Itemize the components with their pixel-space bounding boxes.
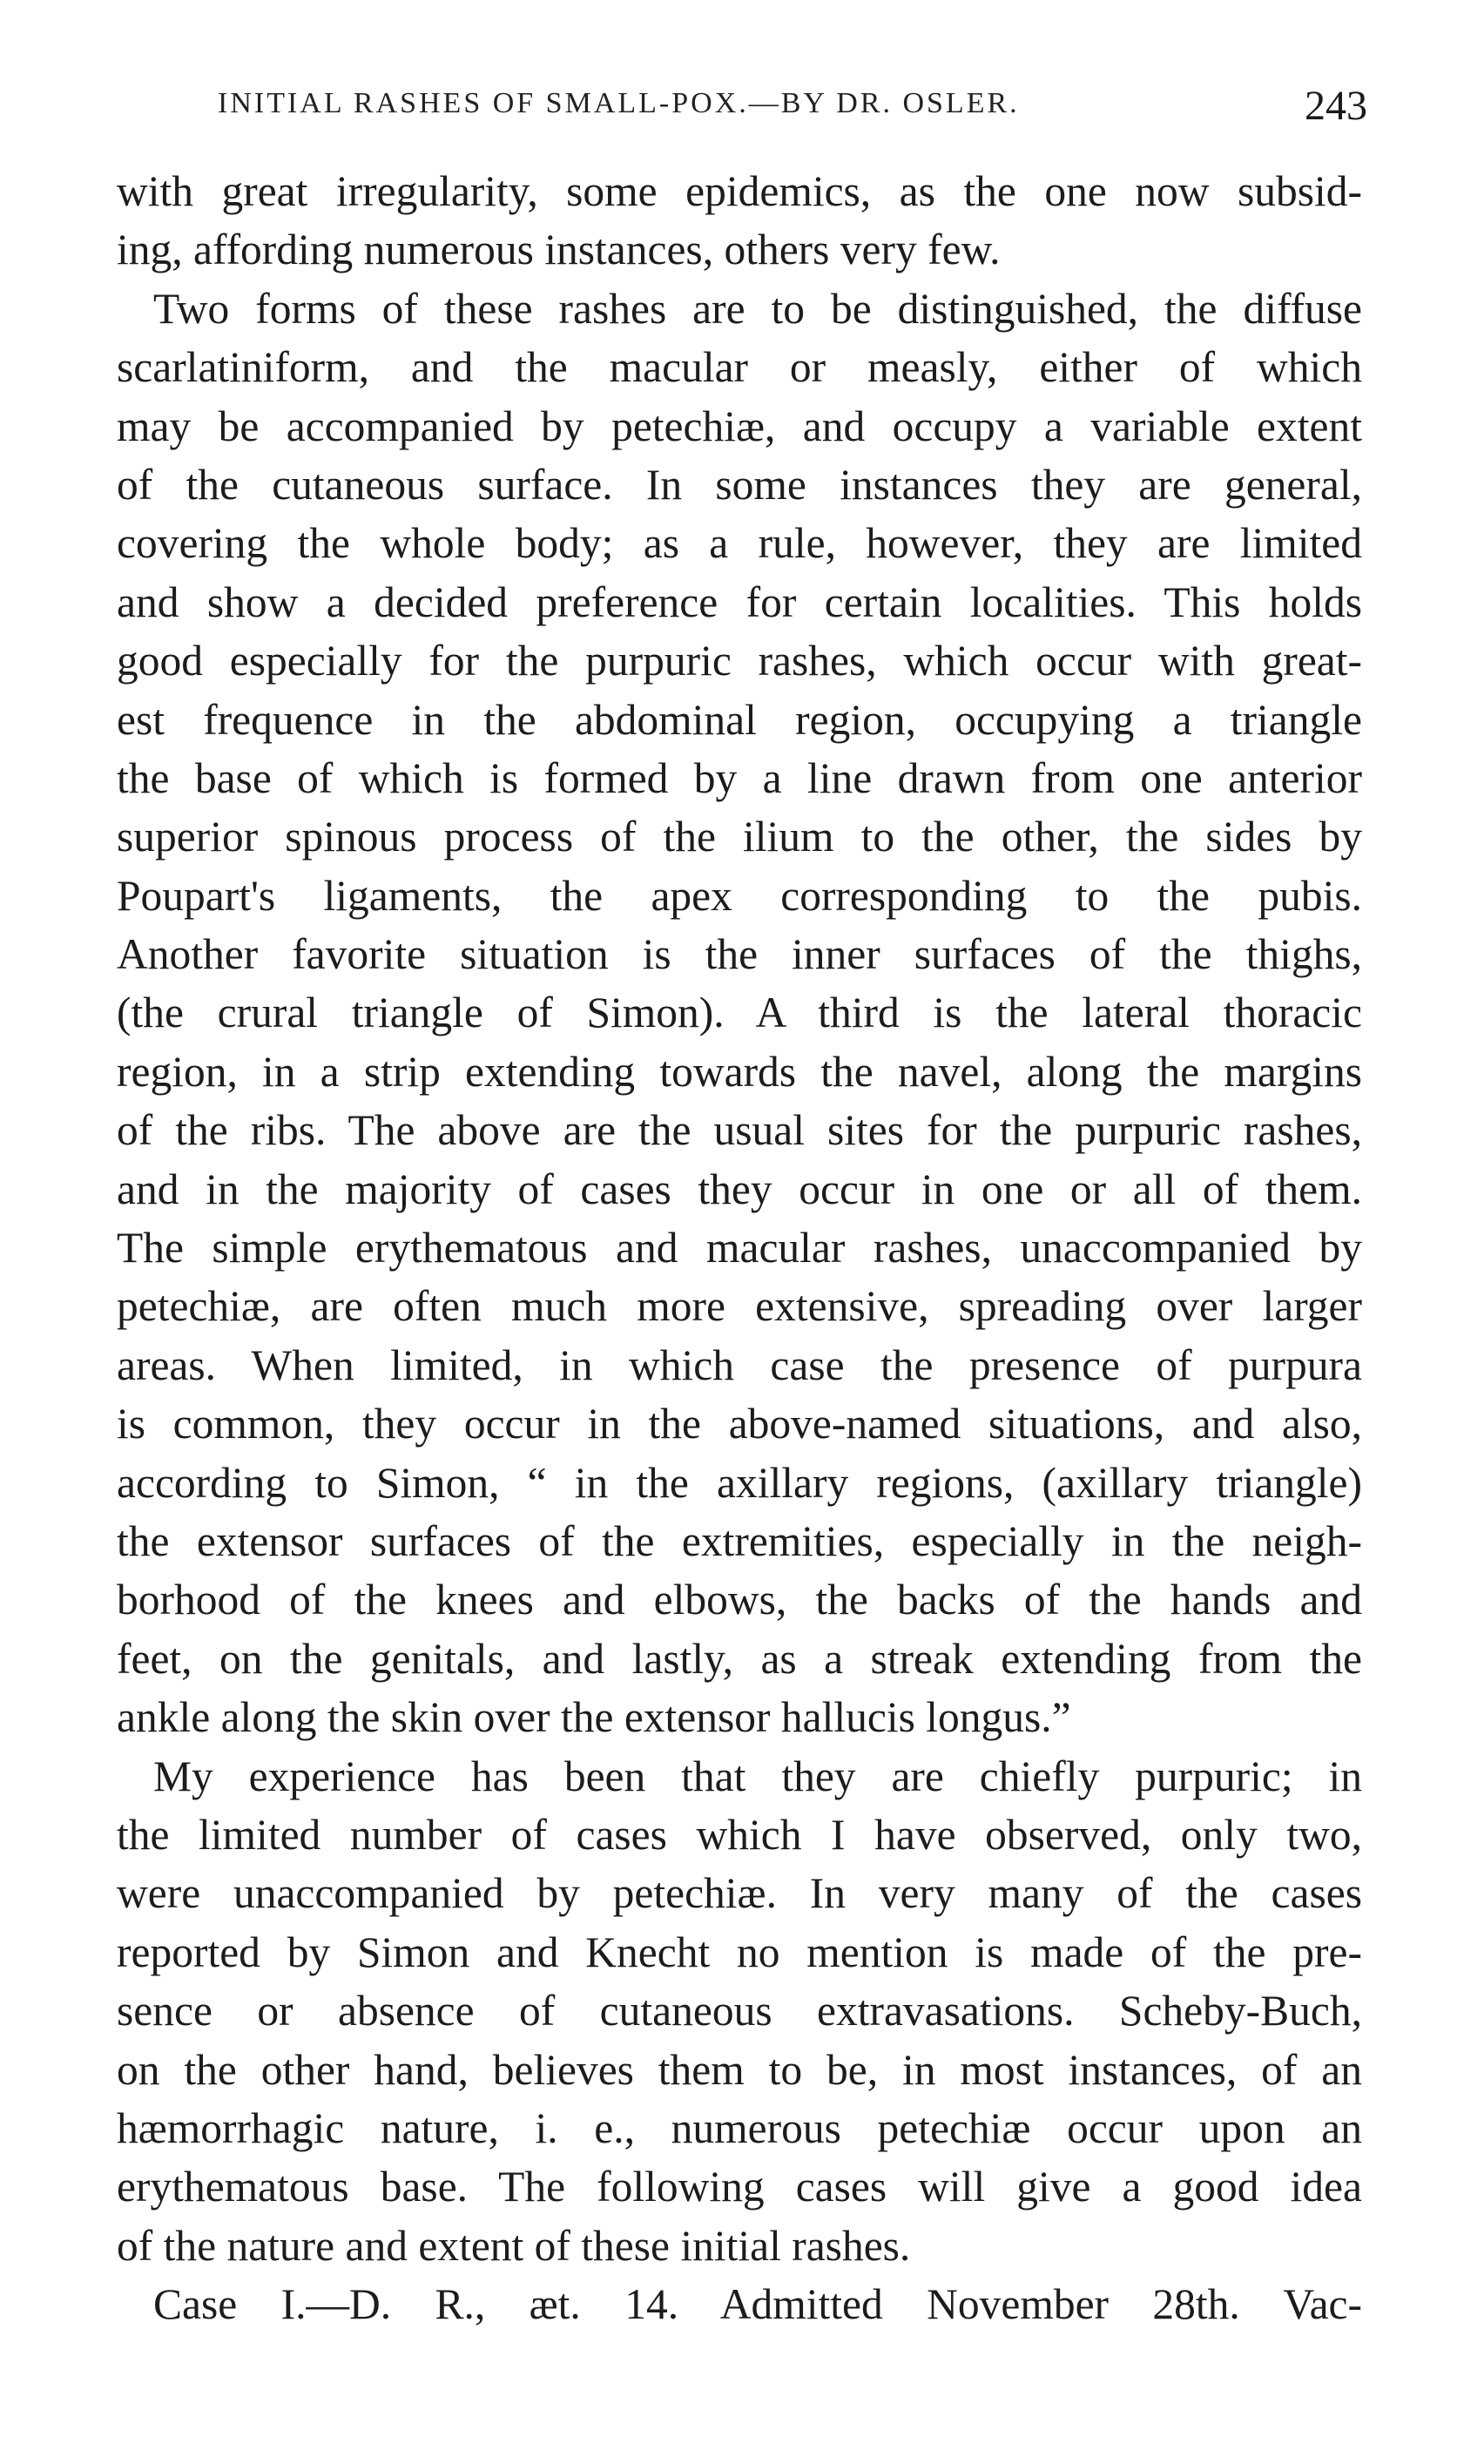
text-line: region, in a strip extending towards the navel, along the margins (117, 1047, 1362, 1096)
text-line: may be accompanied by petechiæ, and occupy a variable extent (117, 402, 1362, 450)
text-line: covering the whole body; as a rule, however, they are limited (117, 519, 1362, 568)
text-line: hæmorrhagic nature, i. e., numerous petechiæ occur upon an (117, 2103, 1362, 2152)
body-text (117, 162, 1362, 2333)
text-line: reported by Simon and Knecht no mention is made of the pre- (117, 1927, 1362, 1976)
text-line: of the cutaneous surface. In some instances they are general, (117, 460, 1362, 509)
case-heading-line: Case I.—D. R., æt. 14. Admitted November 28th. Vac- (153, 2280, 1362, 2329)
text-line: est frequence in the abdominal region, occupying a triangle (117, 695, 1362, 744)
text-line: superior spinous process of the ilium to the other, the sides by (117, 813, 1362, 861)
text-line: with great irregularity, some epidemics, as the one now subsid- (117, 167, 1362, 215)
text-line: The simple erythematous and macular rashes, unaccompanied by (117, 1224, 1362, 1273)
text-line: (the crural triangle of Simon). A third is the lateral thoracic (117, 989, 1362, 1037)
text-line: scarlatiniform, and the macular or measly, either of which (117, 343, 1362, 392)
text-line: erythematous base. The following cases will give a good idea (117, 2163, 1362, 2211)
text-line: borhood of the knees and elbows, the backs of the hands and (117, 1576, 1362, 1624)
text-line: ankle along the skin over the extensor hallucis longus.” (117, 1693, 1071, 1742)
text-line: areas. When limited, in which case the presence of purpura (117, 1340, 1362, 1389)
text-line: ing, affording numerous instances, others very few. (117, 226, 1001, 274)
text-line: Another favorite situation is the inner surfaces of the thighs, (117, 930, 1362, 979)
text-line: good especially for the purpuric rashes, which occur with great- (117, 637, 1362, 685)
text-line: feet, on the genitals, and lastly, as a streak extending from the (117, 1634, 1362, 1683)
running-head (218, 83, 1367, 139)
text-line: petechiæ, are often much more extensive, spreading over larger (117, 1282, 1362, 1331)
text-line: according to Simon, “ in the axillary regions, (axillary triangle) (117, 1458, 1362, 1507)
text-line: and in the majority of cases they occur in one or all of them. (117, 1164, 1362, 1213)
text-line: the limited number of cases which I have observed, only two, (117, 1810, 1362, 1859)
text-line: of the ribs. The above are the usual sites for the purpuric rashes, (117, 1106, 1362, 1155)
text-line: on the other hand, believes them to be, in most instances, of an (117, 2045, 1362, 2094)
running-title: INITIAL RASHES OF SMALL-POX.—BY DR. OSLER. (218, 87, 1020, 119)
text-line: is common, they occur in the above-named situations, and also, (117, 1400, 1362, 1448)
text-line: sence or absence of cutaneous extravasations. Scheby-Buch, (117, 1987, 1362, 2035)
text-line: the base of which is formed by a line drawn from one anterior (117, 753, 1362, 802)
text-line: were unaccompanied by petechiæ. In very many of the cases (117, 1869, 1362, 1918)
page-number: 243 (1305, 83, 1367, 129)
text-line: the extensor surfaces of the extremities, especially in the neigh- (117, 1516, 1362, 1565)
text-line: and show a decided preference for certain localities. This holds (117, 577, 1362, 626)
paragraph-start-line: Two forms of these rashes are to be distinguished, the diffuse (153, 284, 1362, 333)
text-line: of the nature and extent of these initial rashes. (117, 2221, 911, 2270)
text-line: Poupart's ligaments, the apex corresponding to the pubis. (117, 871, 1362, 920)
paragraph-start-line: My experience has been that they are chiefly purpuric; in (153, 1752, 1362, 1800)
